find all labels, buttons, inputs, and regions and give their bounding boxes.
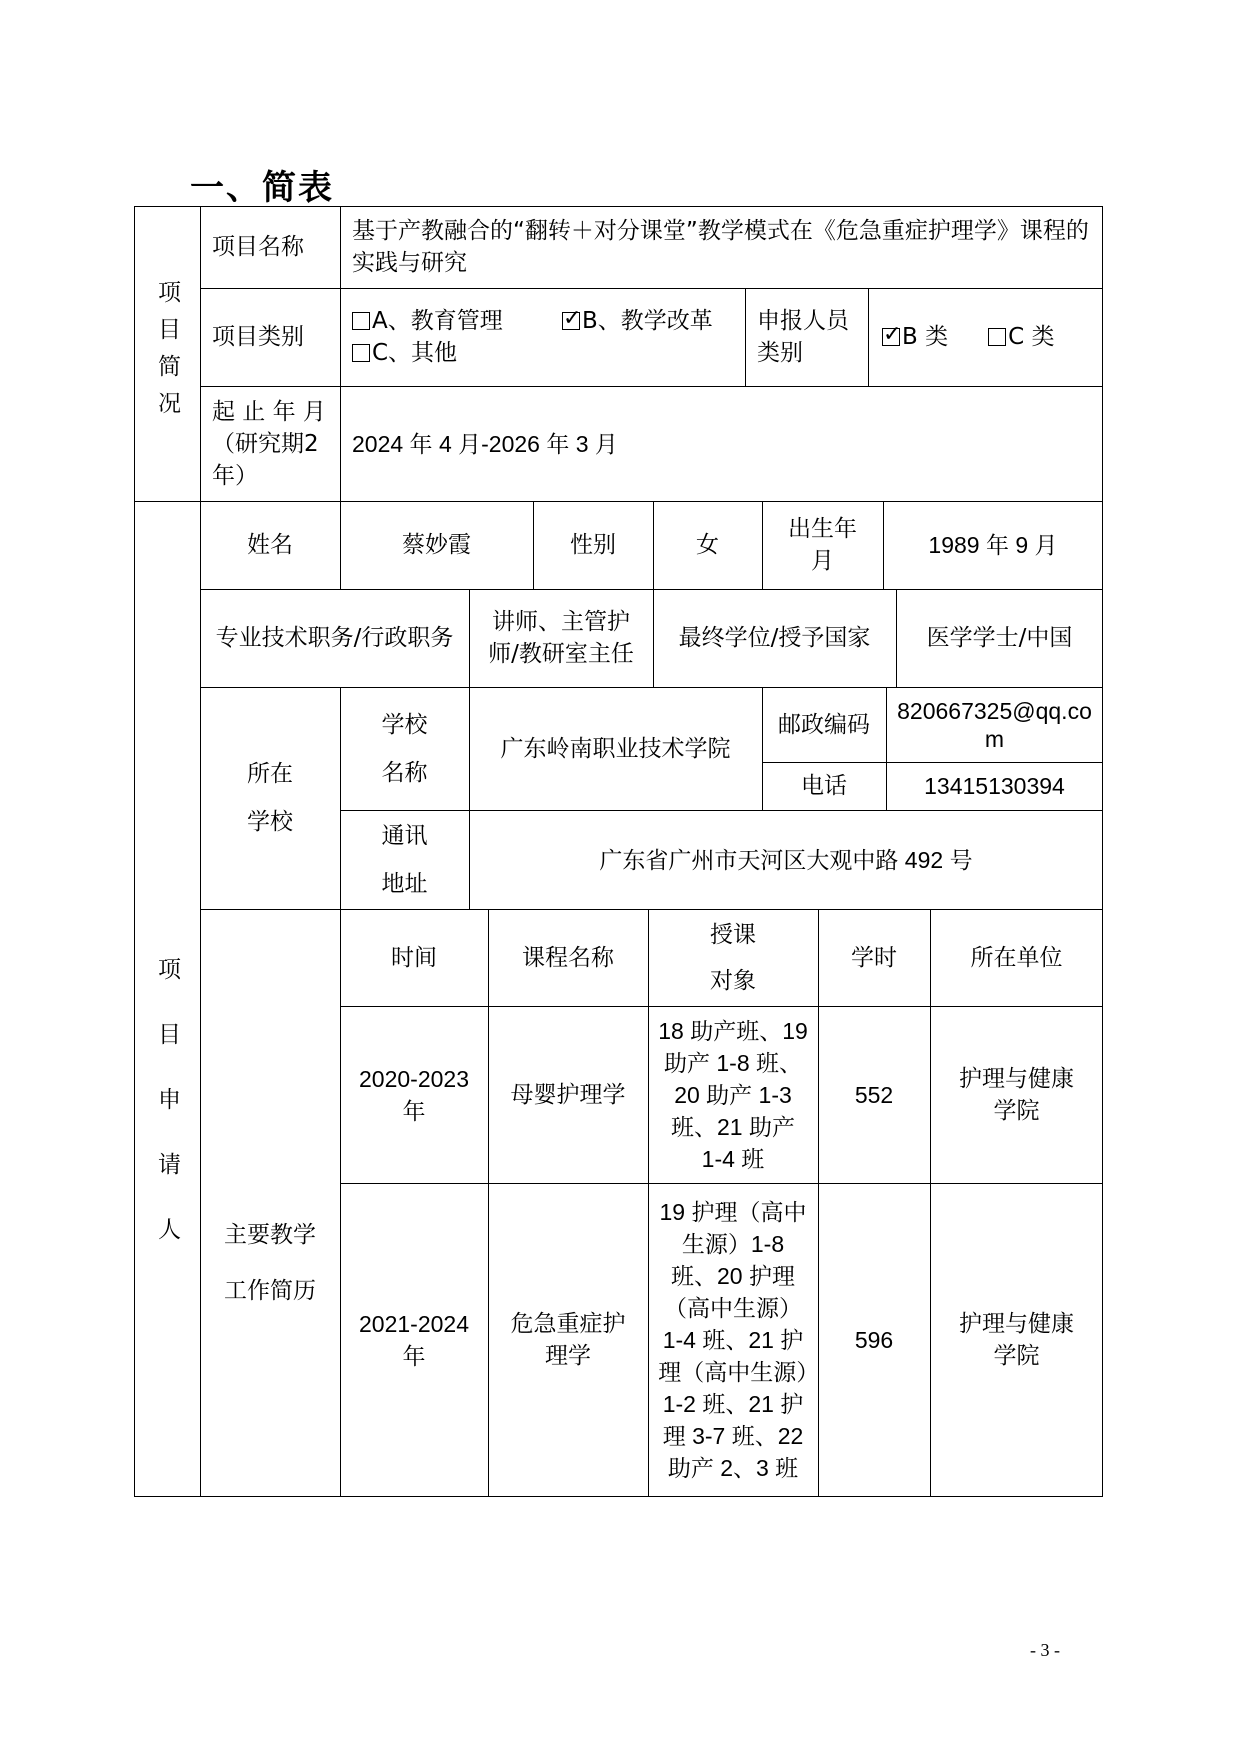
applicant-category-options — [868, 288, 1103, 386]
postcode-label: 邮政编码 — [778, 711, 870, 738]
postcode-value: 820667325@qq.com — [897, 697, 1092, 752]
row2-target: 19 护理（高中生源）1-8 班、20 护理（高中生源）1-4 班、21 护理（高中生源）1-2 班、21 护理 3-7 班、22 助产 2、3 班 — [658, 1199, 808, 1481]
row1-time: 2020-2023 年 — [359, 1065, 469, 1124]
name-value: 蔡妙霞 — [402, 532, 471, 558]
phone-label: 电话 — [801, 773, 847, 799]
category-option-c[interactable]: C、其他 — [352, 340, 457, 366]
row2-hours: 596 — [854, 1327, 894, 1353]
address-label: 通讯 地址 — [381, 822, 428, 897]
row1-unit: 护理与健康学院 — [959, 1065, 1074, 1124]
birth-label: 出生年月 — [788, 516, 857, 574]
title-label: 专业技术职务/行政职务 — [215, 625, 454, 651]
header-time: 时间 — [391, 944, 437, 971]
checkbox-checked-icon — [882, 328, 900, 346]
checkbox-checked-icon — [562, 312, 580, 330]
row2-course: 危急重症护理学 — [510, 1311, 626, 1369]
header-target: 授课 对象 — [710, 921, 756, 994]
school-group-label: 所在 学校 — [247, 761, 293, 835]
project-name-label: 项目名称 — [212, 234, 304, 260]
teaching-label: 主要教学 工作简历 — [224, 1222, 316, 1304]
row2-time: 2021-2024 年 — [359, 1311, 469, 1369]
checkbox-icon — [352, 344, 370, 362]
project-category-options — [340, 288, 745, 386]
school-name-label: 学校 名称 — [381, 711, 428, 786]
header-unit: 所在单位 — [970, 944, 1063, 971]
period-label: 起 止 年 月 （研究期2 年） — [212, 398, 326, 489]
project-name-value: 基于产教融合的“翻转＋对分课堂”教学模式在《危急重症护理学》课程的实践与研究 — [352, 218, 1089, 276]
degree-label: 最终学位/授予国家 — [678, 625, 871, 651]
page-number: - 3 - — [1030, 1640, 1060, 1660]
period-value: 2024 年 4 月-2026 年 3 月 — [352, 430, 618, 457]
title-value: 讲师、主管护师/教研室主任 — [488, 609, 634, 667]
project-group-text: 项目简况 — [154, 279, 180, 428]
checkbox-icon — [352, 312, 370, 330]
row1-hours: 552 — [854, 1081, 894, 1108]
project-group-label — [134, 206, 200, 501]
header-course: 课程名称 — [522, 944, 614, 971]
name-label: 姓名 — [247, 532, 293, 558]
checkbox-icon — [988, 328, 1006, 346]
row2-unit: 护理与健康学院 — [959, 1311, 1074, 1369]
degree-value: 医学学士/中国 — [926, 625, 1073, 651]
section-title: 一、简表 — [190, 168, 334, 208]
applicant-option-b[interactable]: ✓B 类 — [882, 321, 948, 353]
row1-target: 18 助产班、19 助产 1-8 班、20 助产 1-3 班、21 助产 1-4 班 — [658, 1017, 808, 1172]
category-option-a[interactable]: A、教育管理 — [352, 305, 562, 337]
birth-value: 1989 年 9 月 — [928, 532, 1058, 558]
header-hours: 学时 — [851, 944, 897, 971]
applicant-group-label — [134, 501, 200, 1497]
school-name-value: 广东岭南职业技术学院 — [500, 735, 731, 762]
address-value: 广东省广州市天河区大观中路 492 号 — [599, 846, 973, 873]
applicant-option-c[interactable]: C 类 — [988, 321, 1054, 353]
project-category-label: 项目类别 — [212, 324, 304, 350]
phone-value: 13415130394 — [924, 773, 1065, 799]
row1-course: 母婴护理学 — [510, 1081, 626, 1108]
gender-value: 女 — [696, 532, 719, 558]
gender-label: 性别 — [570, 532, 616, 558]
category-option-b[interactable]: ✓ B、教学改革 — [562, 305, 713, 337]
applicant-category-label: 申报人员类别 — [757, 308, 849, 366]
applicant-group-text: 项目申请人 — [154, 956, 180, 1282]
